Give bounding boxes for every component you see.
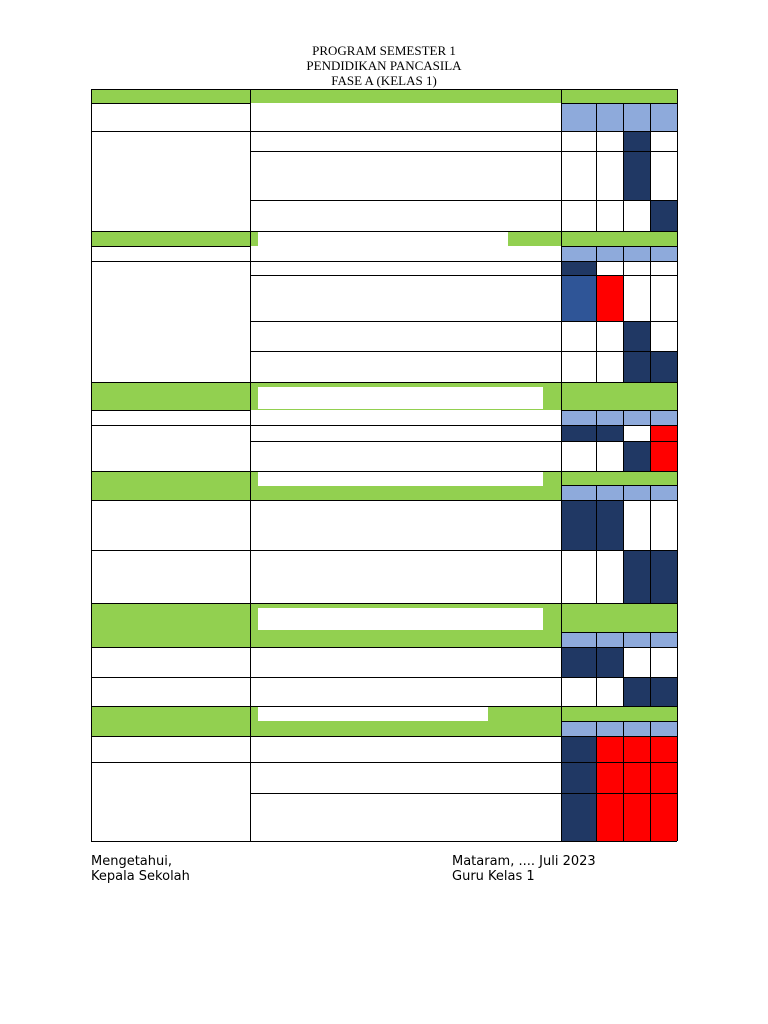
- week-cell: [596, 550, 623, 603]
- week-cell: [561, 500, 596, 550]
- week-cell: [596, 151, 623, 200]
- week-cell: [561, 736, 596, 762]
- grid-line: [623, 485, 624, 603]
- month-header: [561, 471, 677, 485]
- materi-header: [91, 89, 250, 103]
- week-cell: [596, 275, 623, 321]
- grid-line: [561, 471, 562, 603]
- week-cell: [623, 275, 650, 321]
- week-number-header: [623, 721, 650, 736]
- grid-line: [677, 603, 678, 706]
- grid-line: [561, 706, 562, 841]
- week-cell: [561, 793, 596, 841]
- week-cell: [623, 261, 650, 275]
- grid-line: [91, 500, 677, 501]
- atp-label-box: [258, 707, 488, 721]
- week-cell: [561, 647, 596, 677]
- grid-line: [561, 603, 562, 706]
- grid-line: [91, 131, 677, 132]
- week-cell: [561, 550, 596, 603]
- grid-line: [91, 603, 92, 706]
- week-cell: [623, 131, 650, 151]
- week-cell: [650, 151, 677, 200]
- week-number-header: [623, 246, 650, 261]
- week-cell: [596, 425, 623, 441]
- week-number-header: [650, 721, 677, 736]
- week-cell: [596, 351, 623, 382]
- week-cell: [623, 762, 650, 793]
- grid-line: [250, 603, 251, 706]
- week-cell: [650, 500, 677, 550]
- grid-line: [91, 762, 250, 763]
- doc-title-line2: PENDIDIKAN PANCASILA: [306, 58, 462, 73]
- week-cell: [650, 275, 677, 321]
- grid-line: [650, 103, 651, 231]
- grid-line: [677, 706, 678, 841]
- week-cell: [650, 647, 677, 677]
- week-cell: [561, 425, 596, 441]
- week-cell: [561, 441, 596, 471]
- grid-line: [650, 632, 651, 706]
- materi-header-ext: [91, 706, 250, 736]
- week-cell: [623, 736, 650, 762]
- week-cell: [596, 441, 623, 471]
- grid-line: [650, 410, 651, 471]
- week-cell: [596, 131, 623, 151]
- week-cell: [561, 321, 596, 351]
- grid-line: [91, 382, 92, 471]
- week-number-header: [596, 721, 623, 736]
- week-cell: [596, 736, 623, 762]
- week-cell: [650, 200, 677, 231]
- week-cell: [623, 647, 650, 677]
- materi-header-ext: [91, 471, 250, 500]
- grid-line: [91, 550, 250, 551]
- grid-line: [561, 246, 677, 247]
- grid-line: [623, 721, 624, 841]
- grid-line: [596, 410, 597, 471]
- grid-line: [91, 706, 92, 841]
- week-cell: [623, 500, 650, 550]
- week-cell: [596, 200, 623, 231]
- week-number-header: [623, 410, 650, 425]
- grid-line: [250, 706, 251, 841]
- grid-line: [91, 231, 92, 382]
- footer-place-date: Mataram, .... Juli 2023: [452, 854, 596, 869]
- week-number-header: [623, 485, 650, 500]
- grid-line: [91, 677, 250, 678]
- month-header: [561, 382, 677, 410]
- grid-line: [596, 246, 597, 382]
- atp-label-box: [258, 472, 543, 486]
- grid-line: [623, 410, 624, 471]
- week-number-header: [650, 103, 677, 131]
- week-cell: [623, 677, 650, 706]
- week-cell: [650, 441, 677, 471]
- week-cell: [596, 793, 623, 841]
- materi-header: [91, 231, 250, 246]
- week-cell: [561, 200, 596, 231]
- week-cell: [623, 441, 650, 471]
- grid-line: [91, 103, 250, 104]
- grid-line: [91, 382, 677, 383]
- grid-line: [91, 647, 677, 648]
- week-cell: [596, 321, 623, 351]
- week-cell: [561, 151, 596, 200]
- week-cell: [650, 793, 677, 841]
- week-number-header: [561, 410, 596, 425]
- grid-line: [596, 721, 597, 841]
- grid-line: [91, 841, 677, 842]
- month-header: [561, 231, 677, 246]
- week-number-header: [596, 410, 623, 425]
- week-cell: [650, 261, 677, 275]
- grid-line: [250, 89, 251, 231]
- grid-line: [91, 471, 92, 603]
- grid-line: [91, 471, 677, 472]
- atp-label-box: [258, 387, 543, 409]
- footer-acknowledged: Mengetahui,: [91, 854, 172, 869]
- week-number-header: [561, 485, 596, 500]
- week-number-header: [596, 246, 623, 261]
- week-cell: [561, 762, 596, 793]
- grid-line: [650, 721, 651, 841]
- grid-line: [623, 632, 624, 706]
- doc-title-line1: PROGRAM SEMESTER 1: [312, 43, 456, 58]
- grid-line: [91, 246, 250, 247]
- month-header: [561, 603, 677, 632]
- week-cell: [561, 275, 596, 321]
- grid-line: [596, 632, 597, 706]
- week-number-header: [650, 485, 677, 500]
- week-cell: [650, 677, 677, 706]
- grid-line: [596, 485, 597, 603]
- week-cell: [650, 351, 677, 382]
- week-cell: [623, 550, 650, 603]
- week-cell: [561, 131, 596, 151]
- materi-header-ext: [91, 603, 250, 647]
- week-cell: [623, 793, 650, 841]
- grid-line: [91, 706, 677, 707]
- grid-line: [561, 632, 677, 633]
- grid-line: [561, 410, 677, 411]
- week-cell: [561, 351, 596, 382]
- materi-header: [91, 382, 250, 410]
- grid-line: [91, 410, 250, 411]
- grid-line: [561, 231, 562, 382]
- grid-line: [91, 261, 677, 262]
- week-cell: [650, 425, 677, 441]
- grid-line: [91, 89, 677, 90]
- week-cell: [623, 425, 650, 441]
- week-cell: [596, 500, 623, 550]
- week-cell: [650, 736, 677, 762]
- month-header: [561, 706, 677, 721]
- week-cell: [650, 321, 677, 351]
- grid-line: [91, 89, 92, 231]
- grid-line: [91, 231, 677, 232]
- week-number-header: [623, 103, 650, 131]
- atp-label-box: [258, 232, 508, 246]
- grid-line: [250, 382, 251, 471]
- week-cell: [623, 200, 650, 231]
- grid-line: [677, 89, 678, 231]
- week-number-header: [596, 103, 623, 131]
- week-cell: [596, 261, 623, 275]
- footer-principal: Kepala Sekolah: [91, 869, 190, 884]
- grid-line: [91, 603, 677, 604]
- week-cell: [650, 131, 677, 151]
- doc-title-line3: FASE A (KELAS 1): [331, 73, 437, 88]
- grid-line: [677, 231, 678, 382]
- week-number-header: [596, 485, 623, 500]
- grid-line: [561, 103, 677, 104]
- grid-line: [623, 246, 624, 382]
- week-cell: [596, 762, 623, 793]
- week-cell: [596, 677, 623, 706]
- grid-line: [561, 721, 677, 722]
- week-number-header: [650, 632, 677, 647]
- week-number-header: [650, 246, 677, 261]
- month-header: [561, 89, 677, 103]
- week-number-header: [623, 632, 650, 647]
- grid-line: [561, 485, 677, 486]
- grid-line: [250, 471, 251, 603]
- grid-line: [677, 382, 678, 471]
- grid-line: [650, 246, 651, 382]
- footer-teacher: Guru Kelas 1: [452, 869, 535, 884]
- week-number-header: [650, 410, 677, 425]
- week-cell: [623, 351, 650, 382]
- week-number-header: [561, 632, 596, 647]
- week-number-header: [561, 246, 596, 261]
- grid-line: [91, 425, 677, 426]
- week-number-header: [561, 103, 596, 131]
- week-cell: [623, 321, 650, 351]
- grid-line: [250, 231, 251, 382]
- grid-line: [596, 103, 597, 231]
- week-cell: [561, 261, 596, 275]
- grid-line: [561, 89, 562, 231]
- week-cell: [596, 647, 623, 677]
- grid-line: [561, 382, 562, 471]
- week-cell: [623, 151, 650, 200]
- week-number-header: [561, 721, 596, 736]
- week-cell: [650, 762, 677, 793]
- grid-line: [677, 471, 678, 603]
- week-cell: [561, 677, 596, 706]
- atp-label-box: [258, 608, 543, 630]
- grid-line: [650, 485, 651, 603]
- week-number-header: [596, 632, 623, 647]
- atp-header: [250, 89, 561, 103]
- week-cell: [650, 550, 677, 603]
- grid-line: [91, 736, 677, 737]
- grid-line: [623, 103, 624, 231]
